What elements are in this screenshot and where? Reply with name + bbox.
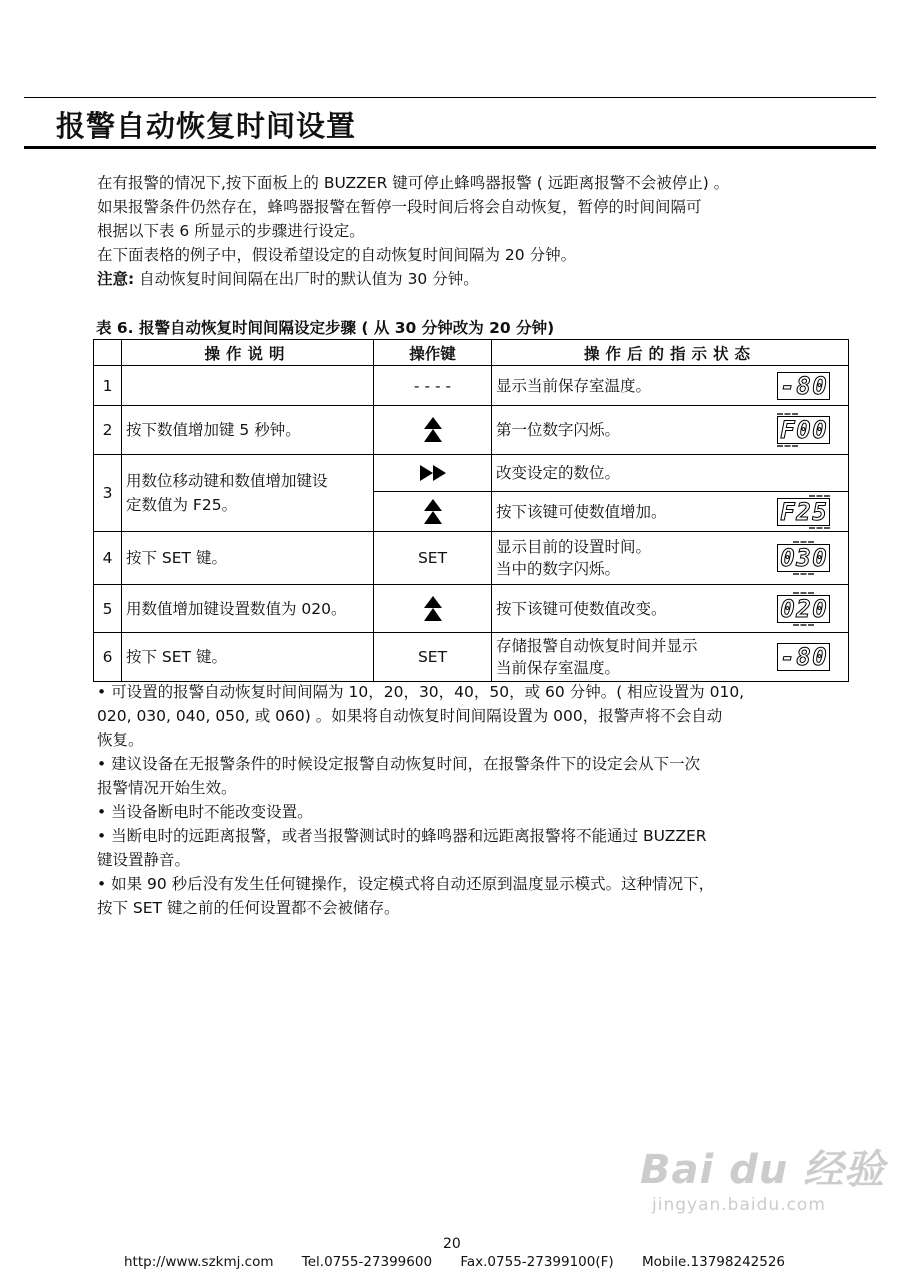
led-display <box>777 595 830 623</box>
table-row <box>94 455 849 492</box>
footer-tel: Tel.0755-27399600 <box>301 1254 433 1270</box>
led-digit: - <box>780 371 795 400</box>
row-result <box>492 633 849 682</box>
table-row <box>94 366 849 406</box>
row-description: 按下 SET 键。 <box>122 532 374 585</box>
header-status: 操作后的指示状态 <box>492 340 849 366</box>
row-result <box>492 366 849 406</box>
note-label: 注意: <box>97 270 135 288</box>
led-digit: 0 <box>812 371 827 400</box>
row-key: - - - - <box>374 366 492 406</box>
result-text: 按下该键可使数值增加。 <box>496 502 667 521</box>
intro-line-1: 在有报警的情况下,按下面板上的 BUZZER 键可停止蜂鸣器报警 ( 远距离报警不会被停止) 。 <box>97 174 730 192</box>
table-row <box>94 406 849 455</box>
led-digit: 0 <box>812 594 827 623</box>
bullet-5-line-1: • 如果 90 秒后没有发生任何键操作，设定模式将自动还原到温度显示模式。这种情况下， <box>97 875 715 893</box>
led-digit: F <box>780 416 795 444</box>
bullet-5-line-2: 按下 SET 键之前的任何设置都不会被储存。 <box>97 899 400 917</box>
led-digit: 5 <box>812 497 827 526</box>
row-result <box>492 455 849 492</box>
footer-fax: Fax.0755-27399100(F) <box>460 1254 614 1270</box>
led-digit: 2 <box>796 497 811 526</box>
result-line: 当前保存室温度。 <box>496 659 621 677</box>
desc-line: 用数位移动键和数值增加键设 <box>126 472 328 490</box>
led-digit: 3 <box>796 544 811 572</box>
result-text: 显示当前保存室温度。 <box>496 376 652 395</box>
row-number: 3 <box>94 455 122 532</box>
led-digit: 0 <box>812 416 827 444</box>
note-text: 自动恢复时间间隔在出厂时的默认值为 30 分钟。 <box>139 270 479 288</box>
note <box>97 267 479 291</box>
table-row <box>94 585 849 633</box>
result-text: 按下该键可使数值改变。 <box>496 599 667 618</box>
header-key: 操作键 <box>374 340 492 366</box>
row-result <box>492 492 849 532</box>
bullet-4-line-1: • 当断电时的远距离报警，或者当报警测试时的蜂鸣器和远距离报警将不能通过 BUZZER <box>97 827 707 845</box>
led-digit: 2 <box>796 594 811 623</box>
footer-url[interactable]: http://www.szkmj.com <box>124 1254 274 1270</box>
row-number: 6 <box>94 633 122 682</box>
page-title: 报警自动恢复时间设置 <box>56 109 357 143</box>
row-description: 按下 SET 键。 <box>122 633 374 682</box>
table-header-row <box>94 340 849 366</box>
bullet-1-line-1: • 可设置的报警自动恢复时间间隔为 10，20，30，40，50，或 60 分钟。( 相应设置为 010, <box>97 683 745 701</box>
row-description <box>122 366 374 406</box>
footer <box>124 1254 807 1270</box>
row-number: 5 <box>94 585 122 633</box>
result-line: 显示目前的设置时间。 <box>496 538 652 556</box>
increment-key-icon <box>374 492 492 532</box>
led-display <box>777 643 830 671</box>
row-description: 按下数值增加键 5 秒钟。 <box>122 406 374 455</box>
table-row <box>94 633 849 682</box>
header-num <box>94 340 122 366</box>
led-digit: 0 <box>780 594 795 623</box>
row-result <box>492 406 849 455</box>
bullet-3-line-1: • 当设备断电时不能改变设置。 <box>97 803 313 821</box>
watermark-brand: Bai du 经验 <box>640 1147 886 1193</box>
result-text: 改变设定的数位。 <box>496 464 621 482</box>
header-operation: 操作说明 <box>122 340 374 366</box>
led-display <box>777 544 830 572</box>
shift-key-icon <box>374 455 492 492</box>
bullet-2-line-1: • 建议设备在无报警条件的时候设定报警自动恢复时间，在报警条件下的设定会从下一次 <box>97 755 701 773</box>
title-rule <box>24 146 876 149</box>
bullet-1-line-3: 恢复。 <box>97 731 144 749</box>
row-result <box>492 532 849 585</box>
increment-key-icon <box>374 406 492 455</box>
top-rule <box>24 97 876 98</box>
row-key: SET <box>374 532 492 585</box>
baidu-watermark <box>640 1138 885 1215</box>
row-result <box>492 585 849 633</box>
settings-table <box>93 339 849 682</box>
page-number: 20 <box>443 1236 461 1252</box>
row-number: 2 <box>94 406 122 455</box>
led-digit: 0 <box>780 544 795 572</box>
led-digit: 8 <box>796 371 811 400</box>
led-digit: F <box>780 497 795 526</box>
intro-line-2: 如果报警条件仍然存在，蜂鸣器报警在暂停一段时间后将会自动恢复，暂停的时间间隔可 <box>97 198 702 216</box>
footer-mobile: Mobile.13798242526 <box>641 1254 786 1270</box>
bullet-2-line-2: 报警情况开始生效。 <box>97 779 237 797</box>
watermark-url: jingyan.baidu.com <box>652 1195 826 1215</box>
led-digit: 0 <box>796 416 811 444</box>
table-row <box>94 532 849 585</box>
desc-line: 定数值为 F25。 <box>126 496 238 514</box>
intro-line-4: 在下面表格的例子中，假设希望设定的自动恢复时间间隔为 20 分钟。 <box>97 246 577 264</box>
row-description <box>122 455 374 532</box>
result-line: 存储报警自动恢复时间并显示 <box>496 637 698 655</box>
bullet-1-line-2: 020, 030, 040, 050, 或 060) 。如果将自动恢复时间间隔设置为 000，报警声将不会自动 <box>97 707 723 725</box>
result-text: 第一位数字闪烁。 <box>496 421 621 439</box>
led-digit: 0 <box>812 643 827 671</box>
increment-key-icon <box>374 585 492 633</box>
result-line: 当中的数字闪烁。 <box>496 560 621 578</box>
led-display <box>777 498 830 526</box>
intro-line-3: 根据以下表 6 所显示的步骤进行设定。 <box>97 222 365 240</box>
led-digit: 8 <box>796 643 811 671</box>
led-display <box>777 416 830 444</box>
row-key: SET <box>374 633 492 682</box>
row-description: 用数值增加键设置数值为 020。 <box>122 585 374 633</box>
bullet-4-line-2: 键设置静音。 <box>97 851 191 869</box>
led-digit: 0 <box>812 544 827 572</box>
led-display <box>777 372 830 400</box>
row-number: 1 <box>94 366 122 406</box>
table-caption: 表 6. 报警自动恢复时间间隔设定步骤 ( 从 30 分钟改为 20 分钟) <box>96 319 555 337</box>
led-digit: - <box>780 643 795 671</box>
row-number: 4 <box>94 532 122 585</box>
